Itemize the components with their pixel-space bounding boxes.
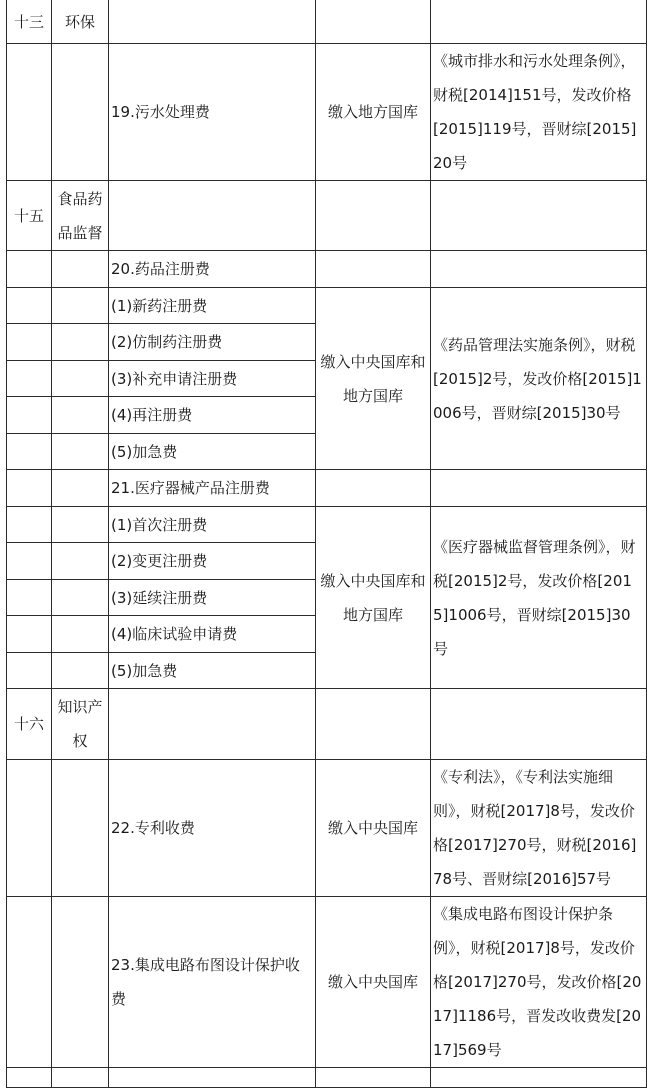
fee-basis: 《城市排水和污水处理条例》，财税[2014]151号，发改价格[2015]119号，晋财综[2015]20号 (431, 44, 647, 181)
fee-basis: 《医疗器械监督管理条例》，财税[2015]2号，发改价格[2015]1006号，晋财综[2015]30号 (431, 507, 647, 689)
row-category: 食品药品监督 (52, 181, 109, 251)
fee-destination: 缴入地方国库 (316, 44, 431, 181)
fee-basis: 《药品管理法实施条例》，财税[2015]2号，发改价格[2015]1006号，晋财综[2015]30号 (431, 288, 647, 470)
fee-sub-item: (1)首次注册费 (109, 507, 316, 543)
fee-sub-item: (3)延续注册费 (109, 580, 316, 616)
fee-destination: 缴入中央国库 (316, 760, 431, 897)
fee-sub-item: (3)补充申请注册费 (109, 361, 316, 397)
fee-sub-item: (2)仿制药注册费 (109, 324, 316, 361)
table-row (7, 689, 647, 760)
fee-sub-item: (1)新药注册费 (109, 288, 316, 324)
fee-sub-item: (4)临床试验申请费 (109, 616, 316, 653)
table-row (7, 251, 647, 288)
fee-destination: 缴入中央国库和地方国库 (316, 288, 431, 470)
fee-item: 21.医疗器械产品注册费 (109, 470, 316, 507)
table-row (7, 897, 647, 1068)
table-row (7, 288, 647, 324)
fee-item: 23.集成电路布图设计保护收费 (109, 897, 316, 1068)
fee-destination: 缴入中央国库和地方国库 (316, 507, 431, 689)
fee-item: 20.药品注册费 (109, 251, 316, 288)
fee-item: 22.专利收费 (109, 760, 316, 897)
row-number: 十五 (7, 181, 52, 251)
table-row (7, 470, 647, 507)
row-number: 十三 (7, 0, 52, 44)
fee-sub-item: (5)加急费 (109, 653, 316, 689)
fee-basis: 《专利法》，《专利法实施细则》，财税[2017]8号，发改价格[2017]270号，财税[2016]78号、晋财综[2016]57号 (431, 760, 647, 897)
fee-sub-item: (5)加急费 (109, 434, 316, 470)
fee-sub-item: (2)变更注册费 (109, 543, 316, 580)
fee-destination: 缴入中央国库 (316, 897, 431, 1068)
fee-table (6, 0, 647, 1088)
fee-item: 19.污水处理费 (109, 44, 316, 181)
row-category: 知识产权 (52, 689, 109, 760)
table-row (7, 181, 647, 251)
table-row (7, 0, 647, 44)
row-number: 十六 (7, 689, 52, 760)
table-row (7, 760, 647, 897)
row-category: 环保 (52, 0, 109, 44)
table-row (7, 507, 647, 543)
fee-sub-item: (4)再注册费 (109, 397, 316, 434)
table-row (7, 44, 647, 181)
fee-basis: 《集成电路布图设计保护条例》，财税[2017]8号，发改价格[2017]270号，发改价格[2017]1186号，晋发改收费发[2017]569号 (431, 897, 647, 1068)
